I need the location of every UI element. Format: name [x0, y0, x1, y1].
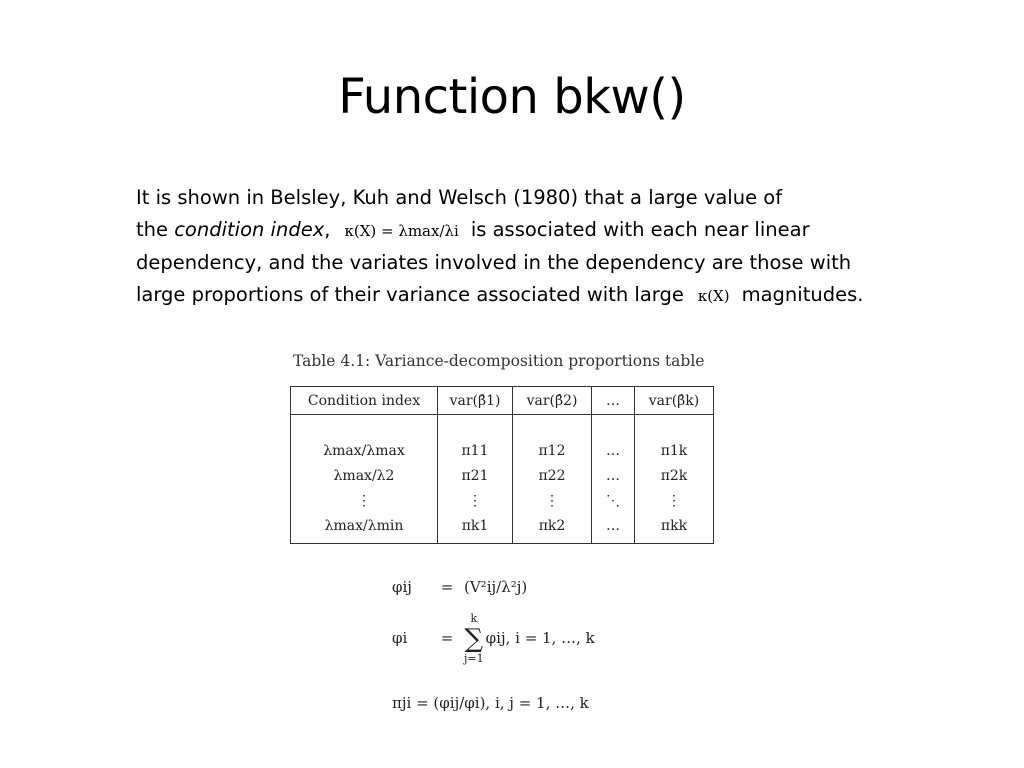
sum-upper-limit: k	[470, 612, 478, 625]
paragraph-line-3: dependency, and the variates involved in the dependency are those with	[136, 251, 852, 274]
eq1-lhs: φij	[392, 578, 412, 596]
table-cell: ⋮	[545, 493, 559, 509]
table-cell: ⋮	[667, 493, 681, 509]
table-cell: πkk	[660, 518, 688, 534]
paragraph-line-2	[136, 214, 936, 248]
table-cell: λmax/λmin	[324, 518, 404, 534]
table-cell: πk1	[461, 518, 489, 534]
line2-comma: ,	[324, 217, 331, 241]
eq1-rhs: (V²ij/λ²j)	[464, 578, 528, 596]
header-var-betak: var(β̂k)	[635, 387, 714, 415]
table-cell: ⋮	[468, 493, 482, 509]
variance-decomposition-table	[290, 386, 714, 544]
equation-phi-i	[392, 612, 595, 666]
eq1-equals: =	[440, 578, 454, 596]
slide-title: Function bkw()	[338, 69, 686, 125]
header-var-beta2: var(β̂2)	[513, 387, 592, 415]
table-cell: π21	[461, 468, 489, 484]
table-cell: λmax/λ2	[333, 468, 395, 484]
table-header-row	[291, 387, 714, 415]
header-ellipsis: …	[592, 387, 635, 415]
table-cell: π2k	[660, 468, 688, 484]
header-condition-index: Condition index	[291, 387, 438, 415]
table-cell: π1k	[660, 443, 688, 459]
column-var-betak	[635, 415, 714, 544]
column-var-beta2	[513, 415, 592, 544]
table-body-row	[291, 415, 714, 544]
table-cell: …	[606, 518, 620, 534]
sigma-symbol: ∑	[464, 624, 484, 654]
line2-suffix: is associated with each near linear	[470, 217, 810, 241]
table-cell: π11	[461, 443, 489, 459]
paragraph-line-4	[136, 279, 936, 313]
column-var-beta1	[438, 415, 513, 544]
table-cell: ⋱	[606, 493, 620, 509]
eq2-lhs: φi	[392, 629, 408, 647]
line4-suffix: magnitudes.	[741, 282, 864, 306]
body-paragraph	[136, 182, 936, 312]
paragraph-line-1: It is shown in Belsley, Kuh and Welsch (1980) that a large value of	[136, 186, 783, 209]
line2-prefix: the	[136, 217, 175, 241]
eq2-equals: =	[440, 629, 454, 647]
column-condition-index	[291, 415, 438, 544]
eq2-rhs: φij, i = 1, …, k	[485, 629, 595, 647]
line4-prefix: large proportions of their variance associated with large	[136, 282, 684, 306]
kappa-formula: κ(X) = λmax/λi	[344, 221, 459, 240]
equation-phi-ij	[392, 578, 527, 596]
table-cell: λmax/λmax	[323, 443, 405, 459]
equation-pi-ji: πji = (φij/φi), i, j = 1, …, k	[392, 694, 589, 712]
table-cell: πk2	[538, 518, 566, 534]
table-cell: ⋮	[357, 493, 371, 509]
table-cell: π22	[538, 468, 566, 484]
table-caption: Table 4.1: Variance-decomposition proportions table	[293, 352, 705, 370]
table-cell: π12	[538, 443, 566, 459]
summation	[464, 612, 484, 666]
condition-index-term: condition index	[174, 217, 325, 241]
column-ellipsis	[592, 415, 635, 544]
header-var-beta1: var(β̂1)	[438, 387, 513, 415]
kappa-inline: κ(X)	[697, 286, 730, 305]
table-cell: …	[606, 468, 620, 484]
table-cell: …	[606, 443, 620, 459]
sum-lower-limit: j=1	[464, 652, 484, 665]
